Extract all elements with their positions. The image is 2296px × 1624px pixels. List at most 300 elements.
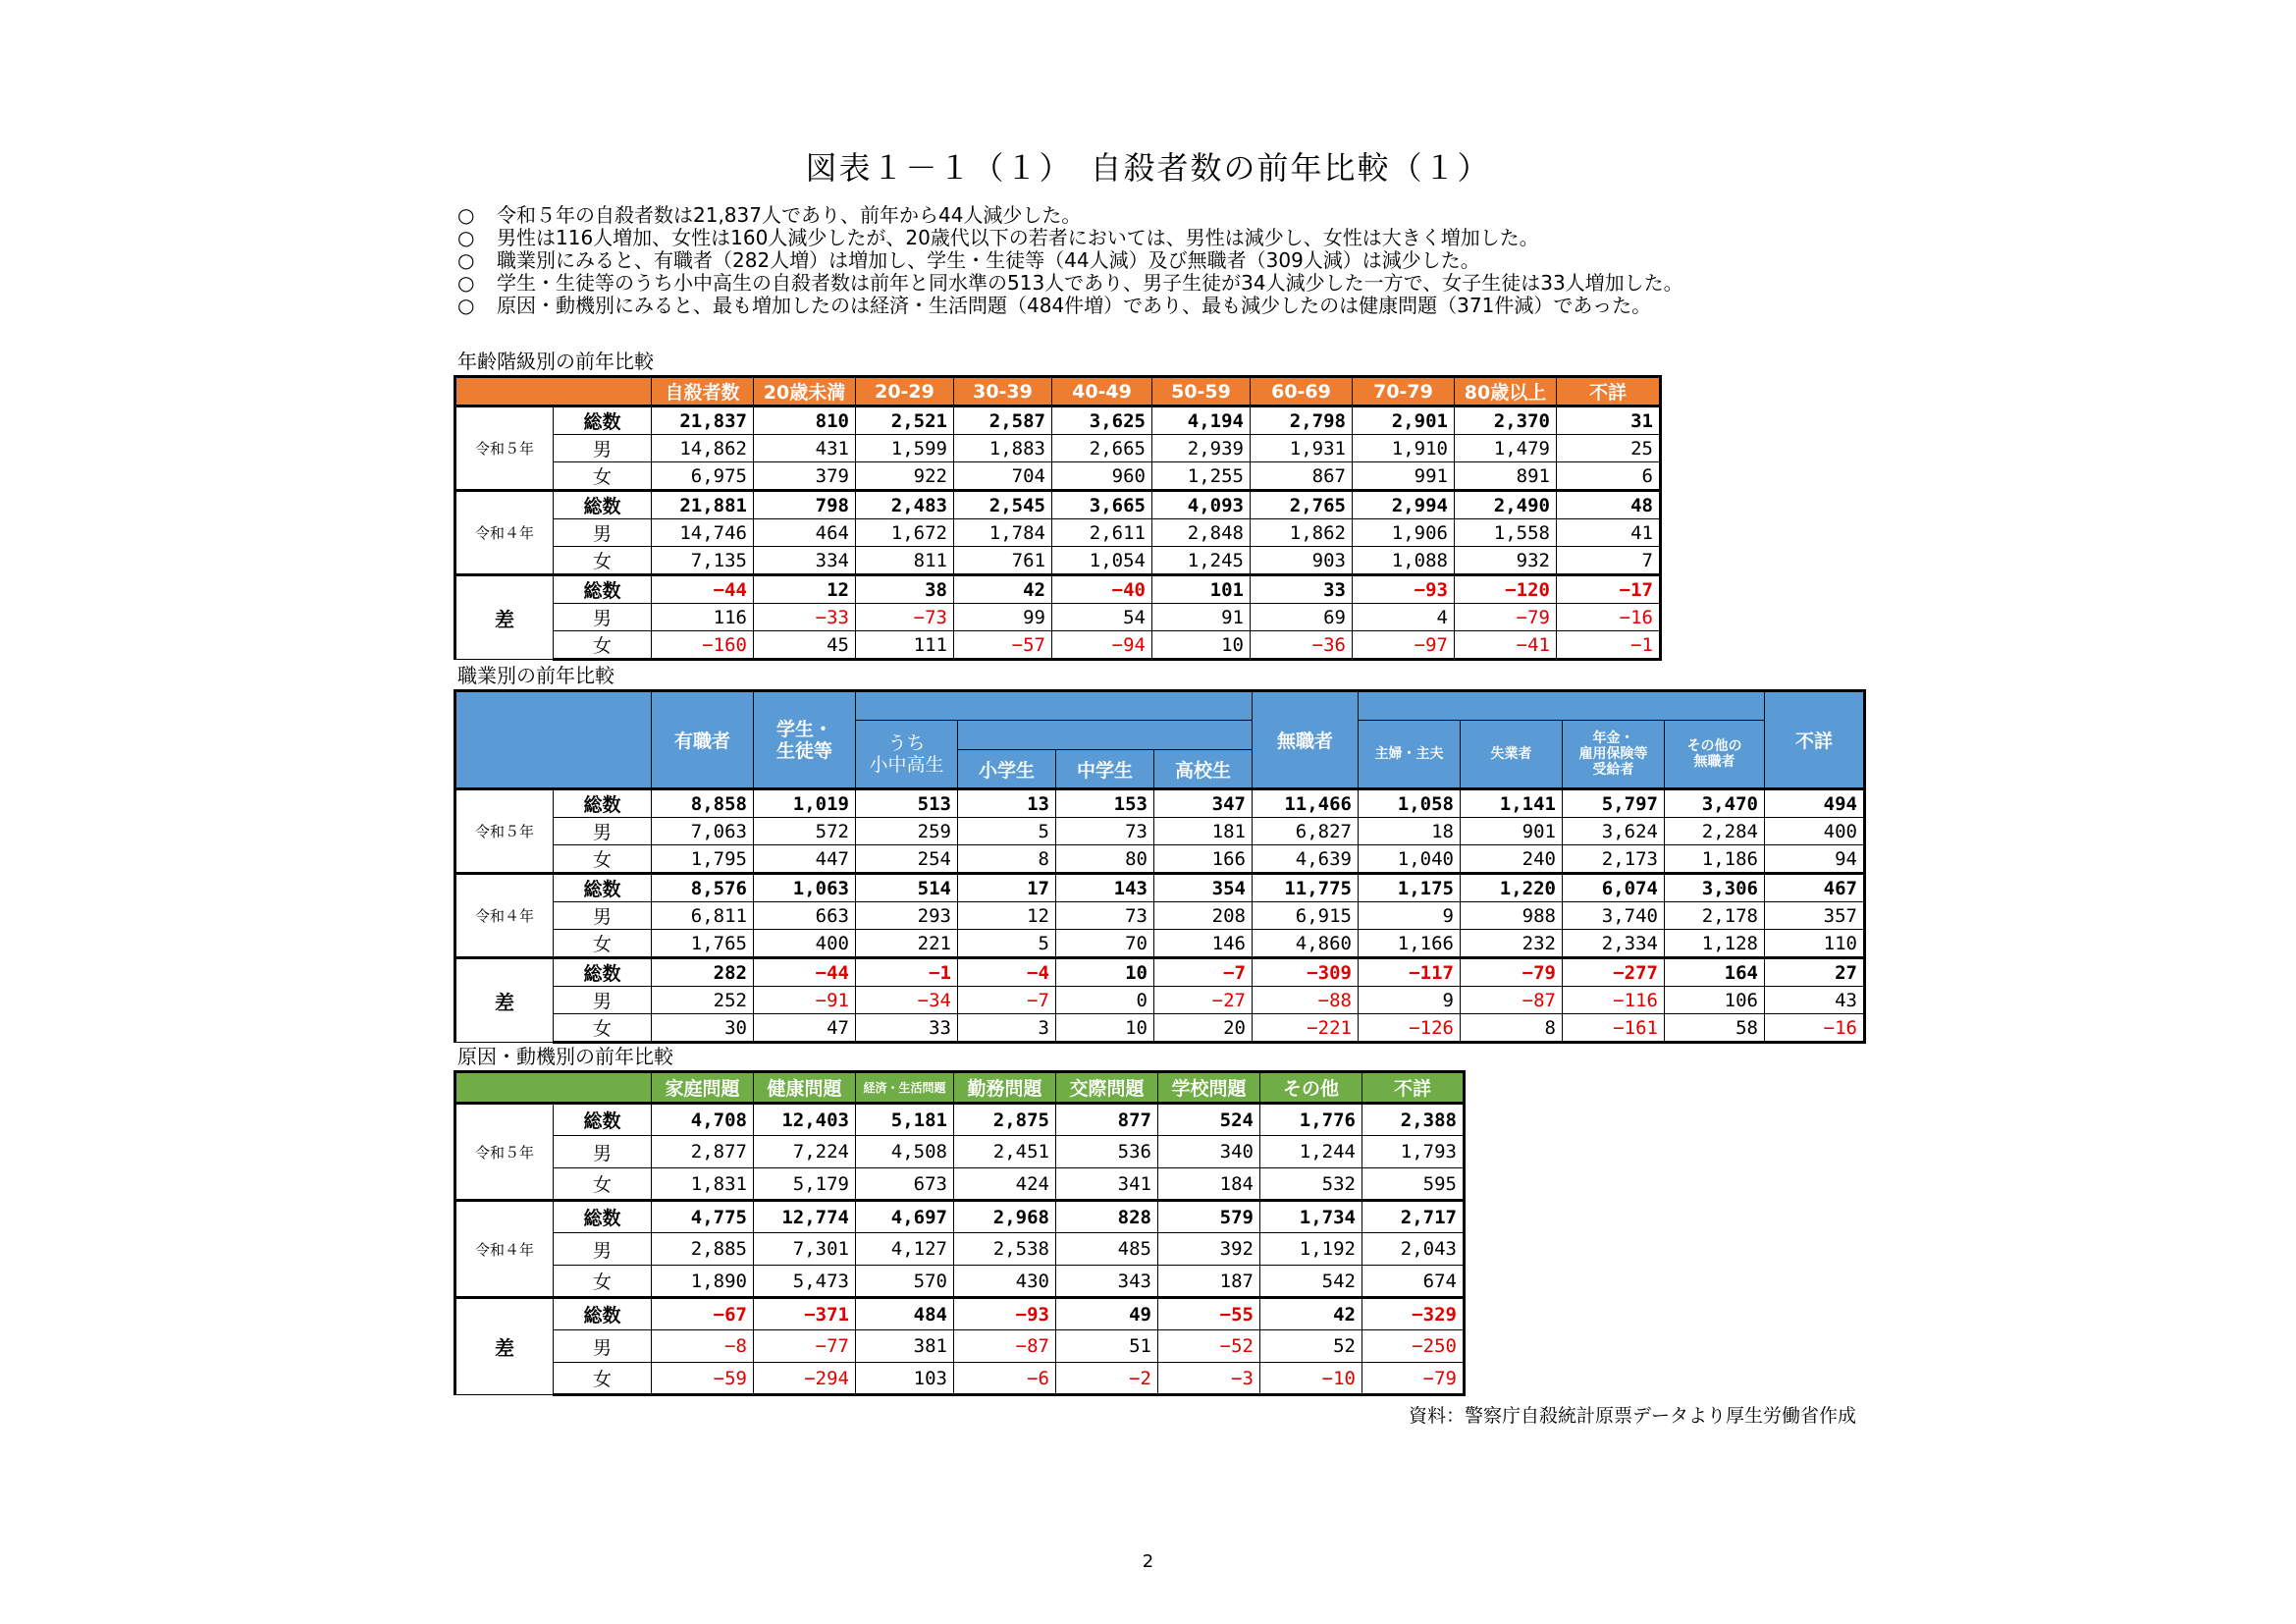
data-cell: −41 [1455, 631, 1557, 660]
data-cell: 293 [856, 902, 958, 930]
row-label: 女 [554, 1014, 652, 1043]
column-header: 中学生 [1056, 750, 1154, 789]
data-cell: 341 [1056, 1168, 1158, 1201]
data-cell: 2,994 [1353, 491, 1455, 519]
data-cell: 14,746 [652, 519, 754, 547]
data-cell: 381 [856, 1330, 954, 1363]
data-cell: 7,301 [754, 1233, 856, 1266]
column-header: 不詳 [1362, 1072, 1465, 1104]
data-cell: −52 [1158, 1330, 1260, 1363]
column-header: 健康問題 [754, 1072, 856, 1104]
row-label: 男 [554, 1136, 652, 1168]
data-cell: −67 [652, 1298, 754, 1330]
data-cell: 2,587 [954, 406, 1052, 435]
data-cell: 1,220 [1461, 874, 1563, 902]
data-cell: 252 [652, 987, 754, 1014]
row-label: 総数 [554, 1104, 652, 1136]
column-header: その他の 無職者 [1665, 721, 1765, 789]
data-cell: 12,774 [754, 1201, 856, 1233]
data-cell: 42 [1260, 1298, 1362, 1330]
data-cell: 1,054 [1052, 547, 1152, 575]
data-cell: 379 [754, 462, 856, 491]
data-cell: 38 [856, 575, 954, 604]
data-cell: 33 [1251, 575, 1353, 604]
bullet-item: ○ 原因・動機別にみると、最も増加したのは経済・生活問題（484件増）であり、最も減少したのは健康問題（371件減）であった。 [457, 294, 1652, 317]
data-cell: 3,665 [1052, 491, 1152, 519]
data-cell: 430 [954, 1266, 1056, 1298]
column-header: 交際問題 [1056, 1072, 1158, 1104]
data-cell: 187 [1158, 1266, 1260, 1298]
data-cell: 2,939 [1152, 435, 1251, 462]
data-cell: 12 [958, 902, 1056, 930]
bullet-item: ○ 職業別にみると、有職者（282人増）は増加し、学生・生徒等（44人減）及び無職者（309人減）は減少した。 [457, 248, 1480, 272]
data-cell: 2,388 [1362, 1104, 1465, 1136]
data-cell: 343 [1056, 1266, 1158, 1298]
data-cell: 111 [856, 631, 954, 660]
row-label: 男 [554, 435, 652, 462]
column-header: 学生・ 生徒等 [754, 691, 856, 789]
data-cell: −6 [954, 1363, 1056, 1395]
data-cell: 2,885 [652, 1233, 754, 1266]
table-row [455, 1104, 1465, 1136]
table-row [455, 435, 1661, 462]
table-header-row [455, 1072, 1465, 1104]
data-cell: 5 [958, 818, 1056, 845]
data-cell: 485 [1056, 1233, 1158, 1266]
data-cell: 811 [856, 547, 954, 575]
column-header: 自殺者数 [652, 377, 754, 406]
data-cell: −221 [1253, 1014, 1359, 1043]
data-cell: 41 [1557, 519, 1661, 547]
data-cell: 1,672 [856, 519, 954, 547]
data-cell: 4,697 [856, 1201, 954, 1233]
data-cell: 400 [754, 930, 856, 958]
table-row [455, 1363, 1465, 1395]
data-cell: −44 [652, 575, 754, 604]
table-row [455, 1136, 1465, 1168]
data-cell: 447 [754, 845, 856, 874]
data-cell: 10 [1056, 958, 1154, 987]
data-cell: 960 [1052, 462, 1152, 491]
data-cell: 99 [954, 604, 1052, 631]
data-cell: 828 [1056, 1201, 1158, 1233]
data-cell: 5,179 [754, 1168, 856, 1201]
data-cell: 7,063 [652, 818, 754, 845]
data-cell: 392 [1158, 1233, 1260, 1266]
data-cell: 4,127 [856, 1233, 954, 1266]
data-cell: −126 [1359, 1014, 1461, 1043]
data-cell: 27 [1765, 958, 1865, 987]
row-label: 女 [554, 547, 652, 575]
data-cell: 347 [1154, 789, 1253, 818]
data-cell: 1,166 [1359, 930, 1461, 958]
data-cell: −329 [1362, 1298, 1465, 1330]
data-cell: 431 [754, 435, 856, 462]
data-cell: 103 [856, 1363, 954, 1395]
table-row [455, 1014, 1865, 1043]
data-cell: 1,862 [1251, 519, 1353, 547]
data-cell: 70 [1056, 930, 1154, 958]
table-row [455, 462, 1661, 491]
table-row [455, 845, 1865, 874]
data-cell: 2,877 [652, 1136, 754, 1168]
data-cell: 357 [1765, 902, 1865, 930]
data-cell: 810 [754, 406, 856, 435]
data-cell: 4,508 [856, 1136, 954, 1168]
data-cell: 877 [1056, 1104, 1158, 1136]
data-cell: 10 [1056, 1014, 1154, 1043]
column-header: その他 [1260, 1072, 1362, 1104]
data-cell: 33 [856, 1014, 958, 1043]
data-cell: 5,181 [856, 1104, 954, 1136]
data-cell: 106 [1665, 987, 1765, 1014]
data-cell: 1,734 [1260, 1201, 1362, 1233]
data-cell: −73 [856, 604, 954, 631]
data-cell: 14,862 [652, 435, 754, 462]
cause-comparison-table [454, 1070, 1466, 1396]
data-cell: 1,765 [652, 930, 754, 958]
data-cell: 532 [1260, 1168, 1362, 1201]
data-cell: −87 [1461, 987, 1563, 1014]
data-cell: 572 [754, 818, 856, 845]
data-cell: 7,135 [652, 547, 754, 575]
data-cell: −277 [1563, 958, 1665, 987]
data-cell: 1,255 [1152, 462, 1251, 491]
data-cell: 208 [1154, 902, 1253, 930]
data-cell: 514 [856, 874, 958, 902]
row-label: 男 [554, 1233, 652, 1266]
data-cell: 3,625 [1052, 406, 1152, 435]
table-row [455, 1233, 1465, 1266]
data-cell: −97 [1353, 631, 1455, 660]
data-cell: 4,093 [1152, 491, 1251, 519]
data-cell: 42 [954, 575, 1052, 604]
circle-bullet-icon: ○ [457, 226, 475, 249]
data-cell: 1,186 [1665, 845, 1765, 874]
column-header: 小学生 [958, 750, 1056, 789]
data-cell: 110 [1765, 930, 1865, 958]
data-cell: −34 [856, 987, 958, 1014]
data-cell: 2,765 [1251, 491, 1353, 519]
group-label: 令和４年 [455, 1201, 554, 1298]
data-cell: 2,798 [1251, 406, 1353, 435]
data-cell: 181 [1154, 818, 1253, 845]
data-cell: 334 [754, 547, 856, 575]
column-header: 主婦・主夫 [1359, 721, 1461, 789]
data-cell: 240 [1461, 845, 1563, 874]
table-row [455, 406, 1661, 435]
data-cell: −79 [1455, 604, 1557, 631]
row-label: 総数 [554, 1298, 652, 1330]
table-row [455, 958, 1865, 987]
data-cell: 49 [1056, 1298, 1158, 1330]
bullet-item: ○ 男性は116人増加、女性は160人減少したが、20歳代以下の若者においては、男性は減少し、女性は大きく増加した。 [457, 226, 1539, 249]
group-label: 令和５年 [455, 406, 554, 491]
row-label: 総数 [554, 789, 652, 818]
data-cell: 2,538 [954, 1233, 1056, 1266]
column-header: 20-29 [856, 377, 954, 406]
data-cell: 11,466 [1253, 789, 1359, 818]
data-cell: 254 [856, 845, 958, 874]
column-header: 70-79 [1353, 377, 1455, 406]
group-label: 差 [455, 1298, 554, 1395]
group-label: 差 [455, 958, 554, 1043]
summary-bullets [457, 204, 1683, 317]
row-label: 女 [554, 1266, 652, 1298]
age-section-heading: 年齢階級別の前年比較 [457, 350, 654, 373]
column-header: 不詳 [1557, 377, 1661, 406]
data-cell: 17 [958, 874, 1056, 902]
data-cell: 467 [1765, 874, 1865, 902]
table-row [455, 902, 1865, 930]
cause-section-heading: 原因・動機別の前年比較 [457, 1045, 673, 1068]
data-cell: 663 [754, 902, 856, 930]
data-cell: 1,479 [1455, 435, 1557, 462]
row-label: 女 [554, 930, 652, 958]
data-cell: −93 [954, 1298, 1056, 1330]
data-cell: 494 [1765, 789, 1865, 818]
data-cell: 3,740 [1563, 902, 1665, 930]
data-cell: −117 [1359, 958, 1461, 987]
data-cell: 20 [1154, 1014, 1253, 1043]
data-cell: 4,194 [1152, 406, 1251, 435]
row-label: 男 [554, 987, 652, 1014]
data-cell: 8,858 [652, 789, 754, 818]
table-row [455, 604, 1661, 631]
column-header: 勤務問題 [954, 1072, 1056, 1104]
data-cell: 2,178 [1665, 902, 1765, 930]
row-label: 女 [554, 1363, 652, 1395]
data-cell: 58 [1665, 1014, 1765, 1043]
data-cell: 4,860 [1253, 930, 1359, 958]
data-cell: 761 [954, 547, 1052, 575]
data-cell: 513 [856, 789, 958, 818]
data-cell: 6 [1557, 462, 1661, 491]
data-cell: 52 [1260, 1330, 1362, 1363]
data-cell: 5 [958, 930, 1056, 958]
data-cell: 164 [1665, 958, 1765, 987]
data-cell: 8,576 [652, 874, 754, 902]
data-cell: 10 [1152, 631, 1251, 660]
header-spacer [1359, 691, 1765, 721]
data-cell: 1,040 [1359, 845, 1461, 874]
data-cell: 48 [1557, 491, 1661, 519]
data-cell: −161 [1563, 1014, 1665, 1043]
data-cell: 704 [954, 462, 1052, 491]
data-cell: 524 [1158, 1104, 1260, 1136]
data-cell: 674 [1362, 1266, 1465, 1298]
data-cell: −10 [1260, 1363, 1362, 1395]
data-cell: 73 [1056, 818, 1154, 845]
data-cell: −3 [1158, 1363, 1260, 1395]
table-row [455, 491, 1661, 519]
data-cell: 7 [1557, 547, 1661, 575]
data-cell: 798 [754, 491, 856, 519]
data-cell: 1,128 [1665, 930, 1765, 958]
data-cell: −1 [1557, 631, 1661, 660]
data-cell: 116 [652, 604, 754, 631]
group-label: 令和５年 [455, 1104, 554, 1201]
data-cell: 464 [754, 519, 856, 547]
circle-bullet-icon: ○ [457, 248, 475, 272]
data-cell: −91 [754, 987, 856, 1014]
data-cell: 2,611 [1052, 519, 1152, 547]
data-cell: 988 [1461, 902, 1563, 930]
data-cell: −17 [1557, 575, 1661, 604]
table-row [455, 631, 1661, 660]
data-cell: 282 [652, 958, 754, 987]
column-header: 高校生 [1154, 750, 1253, 789]
header-corner [455, 377, 652, 406]
data-cell: 5,797 [1563, 789, 1665, 818]
data-cell: 424 [954, 1168, 1056, 1201]
data-cell: 340 [1158, 1136, 1260, 1168]
data-cell: 484 [856, 1298, 954, 1330]
data-cell: 259 [856, 818, 958, 845]
data-cell: 0 [1056, 987, 1154, 1014]
table-row [455, 1201, 1465, 1233]
data-cell: 30 [652, 1014, 754, 1043]
data-cell: 2,665 [1052, 435, 1152, 462]
data-cell: −4 [958, 958, 1056, 987]
data-cell: 4 [1353, 604, 1455, 631]
data-cell: 9 [1359, 902, 1461, 930]
data-cell: 1,784 [954, 519, 1052, 547]
data-cell: −27 [1154, 987, 1253, 1014]
data-cell: −44 [754, 958, 856, 987]
data-cell: −8 [652, 1330, 754, 1363]
data-cell: −309 [1253, 958, 1359, 987]
circle-bullet-icon: ○ [457, 271, 475, 295]
data-cell: 47 [754, 1014, 856, 1043]
data-cell: 11,775 [1253, 874, 1359, 902]
row-label: 男 [554, 604, 652, 631]
data-cell: 12 [754, 575, 856, 604]
table-row [455, 1298, 1465, 1330]
header-corner [455, 1072, 652, 1104]
data-cell: 901 [1461, 818, 1563, 845]
column-header: 有職者 [652, 691, 754, 789]
data-cell: 570 [856, 1266, 954, 1298]
data-cell: −93 [1353, 575, 1455, 604]
data-cell: 1,088 [1353, 547, 1455, 575]
data-cell: 400 [1765, 818, 1865, 845]
data-cell: 51 [1056, 1330, 1158, 1363]
data-cell: 166 [1154, 845, 1253, 874]
row-label: 総数 [554, 406, 652, 435]
column-header: 無職者 [1253, 691, 1359, 789]
column-header: 学校問題 [1158, 1072, 1260, 1104]
data-cell: 2,901 [1353, 406, 1455, 435]
column-header: 経済・生活問題 [856, 1072, 954, 1104]
data-cell: 991 [1353, 462, 1455, 491]
data-cell: −40 [1052, 575, 1152, 604]
data-cell: 1,793 [1362, 1136, 1465, 1168]
row-label: 総数 [554, 1201, 652, 1233]
data-cell: −116 [1563, 987, 1665, 1014]
data-cell: 1,063 [754, 874, 856, 902]
row-label: 男 [554, 818, 652, 845]
header-spacer [958, 721, 1253, 750]
table-row [455, 575, 1661, 604]
data-cell: 12,403 [754, 1104, 856, 1136]
data-cell: −79 [1362, 1363, 1465, 1395]
data-cell: −16 [1765, 1014, 1865, 1043]
data-cell: −294 [754, 1363, 856, 1395]
data-cell: 354 [1154, 874, 1253, 902]
row-label: 総数 [554, 491, 652, 519]
data-cell: −16 [1557, 604, 1661, 631]
data-cell: −36 [1251, 631, 1353, 660]
data-cell: 184 [1158, 1168, 1260, 1201]
job-section-heading: 職業別の前年比較 [457, 664, 614, 687]
data-cell: 1,175 [1359, 874, 1461, 902]
column-header: 50-59 [1152, 377, 1251, 406]
data-cell: 3 [958, 1014, 1056, 1043]
data-cell: 3,624 [1563, 818, 1665, 845]
row-label: 総数 [554, 958, 652, 987]
row-label: 女 [554, 1168, 652, 1201]
data-cell: 21,881 [652, 491, 754, 519]
header-corner [455, 691, 652, 789]
data-cell: 1,910 [1353, 435, 1455, 462]
table-row [455, 519, 1661, 547]
data-cell: 3,306 [1665, 874, 1765, 902]
table-row [455, 1330, 1465, 1363]
row-label: 男 [554, 519, 652, 547]
data-cell: 8 [958, 845, 1056, 874]
data-cell: 45 [754, 631, 856, 660]
data-cell: −57 [954, 631, 1052, 660]
job-comparison-table [454, 689, 1866, 1044]
column-header: 年金・ 雇用保険等 受給者 [1563, 721, 1665, 789]
data-cell: 2,490 [1455, 491, 1557, 519]
data-cell: 146 [1154, 930, 1253, 958]
data-cell: 69 [1251, 604, 1353, 631]
data-cell: 891 [1455, 462, 1557, 491]
data-cell: −87 [954, 1330, 1056, 1363]
source-note: 資料：警察庁自殺統計原票データより厚生労働省作成 [1408, 1405, 1856, 1427]
data-cell: 1,931 [1251, 435, 1353, 462]
circle-bullet-icon: ○ [457, 203, 475, 227]
column-header: 失業者 [1461, 721, 1563, 789]
data-cell: −2 [1056, 1363, 1158, 1395]
data-cell: 673 [856, 1168, 954, 1201]
bullet-item: ○ 学生・生徒等のうち小中高生の自殺者数は前年と同水準の513人であり、男子生徒が34人減少した一方で、女子生徒は33人増加した。 [457, 271, 1683, 295]
data-cell: 94 [1765, 845, 1865, 874]
data-cell: 1,558 [1455, 519, 1557, 547]
data-cell: 2,717 [1362, 1201, 1465, 1233]
data-cell: −1 [856, 958, 958, 987]
data-cell: 2,848 [1152, 519, 1251, 547]
data-cell: 1,776 [1260, 1104, 1362, 1136]
age-comparison-table [454, 375, 1662, 661]
data-cell: 536 [1056, 1136, 1158, 1168]
row-label: 総数 [554, 575, 652, 604]
data-cell: 80 [1056, 845, 1154, 874]
data-cell: −371 [754, 1298, 856, 1330]
data-cell: 6,915 [1253, 902, 1359, 930]
data-cell: 2,370 [1455, 406, 1557, 435]
row-label: 総数 [554, 874, 652, 902]
data-cell: −94 [1052, 631, 1152, 660]
data-cell: 8 [1461, 1014, 1563, 1043]
data-cell: 1,831 [652, 1168, 754, 1201]
data-cell: 1,883 [954, 435, 1052, 462]
data-cell: −160 [652, 631, 754, 660]
data-cell: 25 [1557, 435, 1661, 462]
group-label: 令和４年 [455, 874, 554, 958]
